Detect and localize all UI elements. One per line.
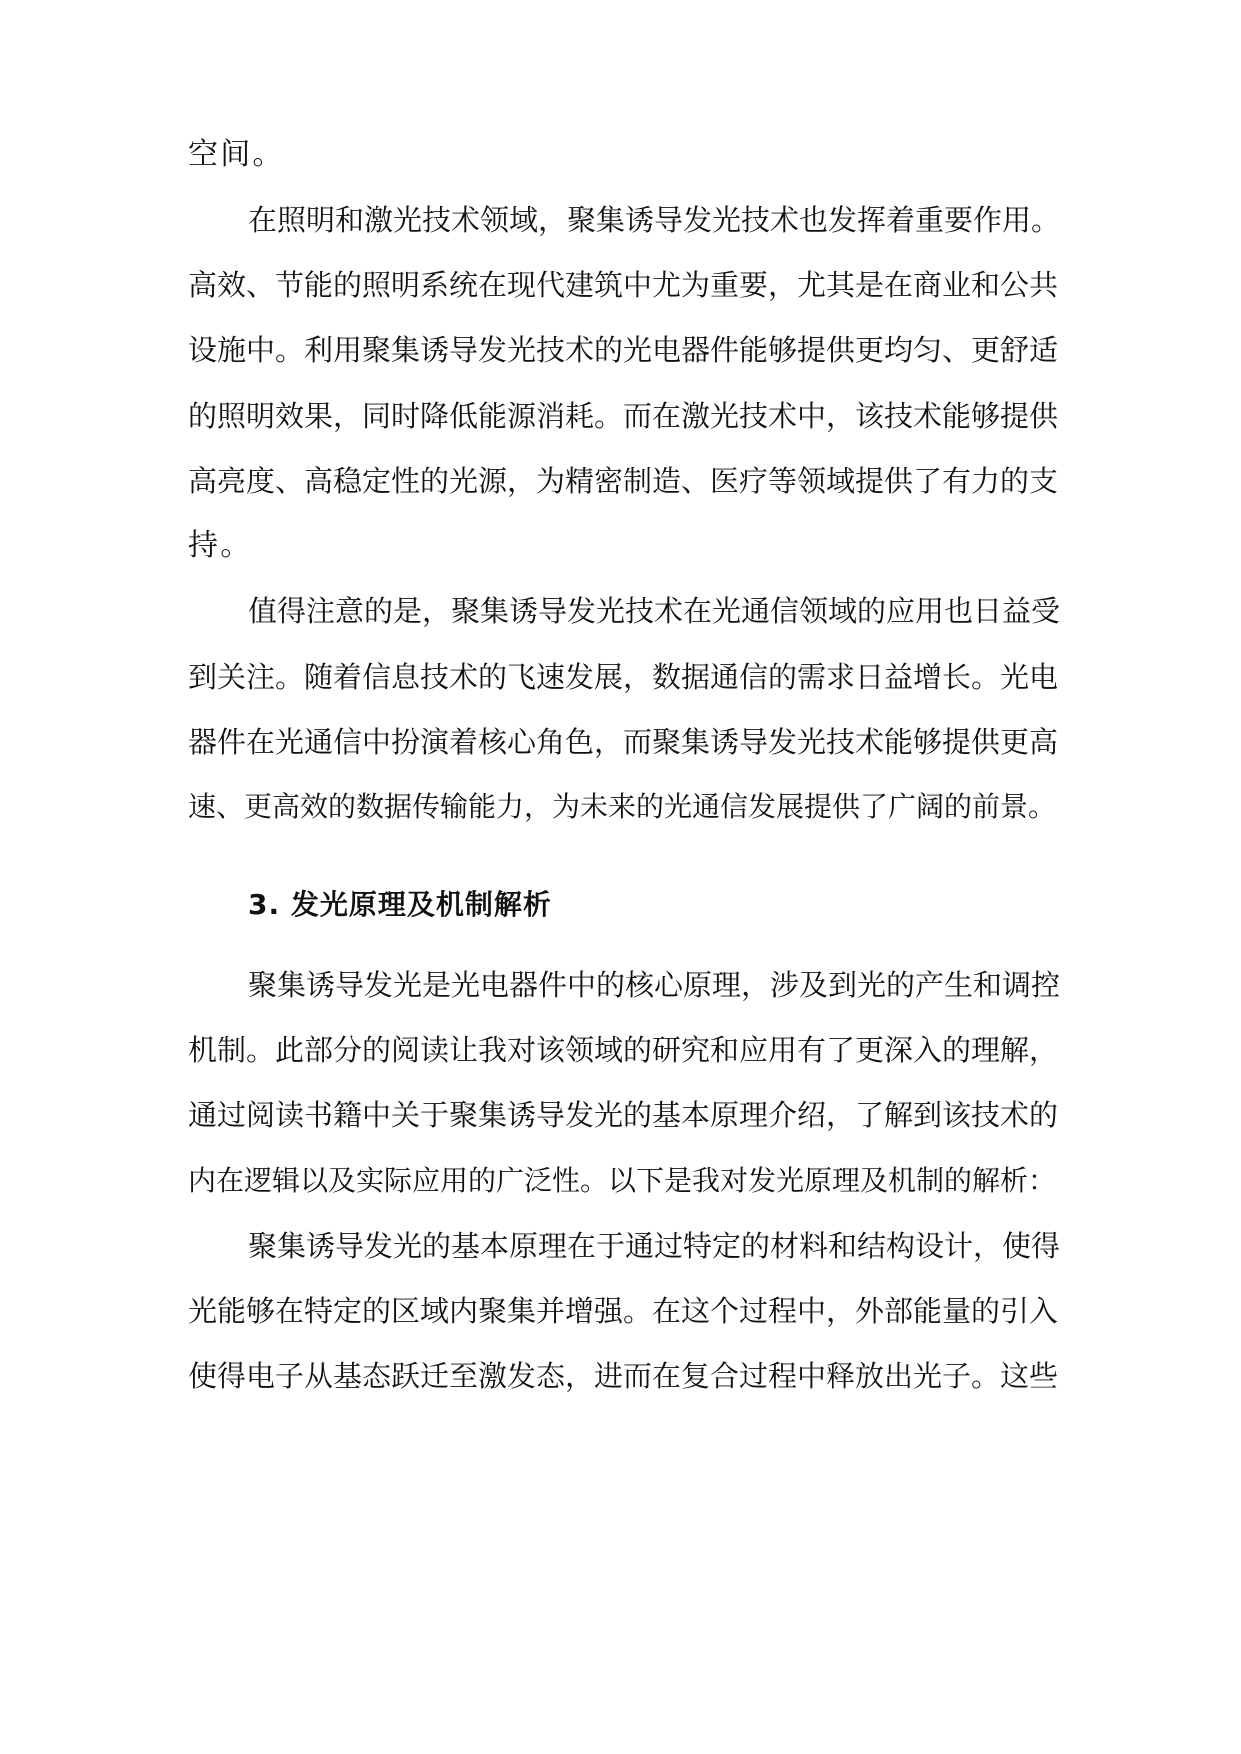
paragraph-line: 通过阅读书籍中关于聚集诱导发光的基本原理介绍，了解到该技术的 <box>188 1098 1059 1132</box>
paragraph-line: 高效、节能的照明系统在现代建筑中尤为重要，尤其是在商业和公共 <box>188 268 1059 302</box>
paragraph-line: 聚集诱导发光的基本原理在于通过特定的材料和结构设计，使得 <box>248 1229 1061 1263</box>
paragraph-line: 使得电子从基态跃迁至激发态，进而在复合过程中释放出光子。这些 <box>188 1359 1059 1393</box>
section-heading: 3. 发光原理及机制解析 <box>248 888 552 921</box>
paragraph-line: 速、更高效的数据传输能力，为未来的光通信发展提供了广阔的前景。 <box>188 790 1057 823</box>
paragraph-line: 光能够在特定的区域内聚集并增强。在这个过程中，外部能量的引入 <box>188 1294 1059 1328</box>
paragraph-line: 值得注意的是，聚集诱导发光技术在光通信领域的应用也日益受 <box>248 594 1061 628</box>
paragraph-line: 在照明和激光技术领域，聚集诱导发光技术也发挥着重要作用。 <box>248 203 1061 237</box>
paragraph-line: 器件在光通信中扮演着核心角色，而聚集诱导发光技术能够提供更高 <box>188 725 1059 759</box>
paragraph-line: 聚集诱导发光是光电器件中的核心原理，涉及到光的产生和调控 <box>248 968 1061 1002</box>
paragraph-line: 内在逻辑以及实际应用的广泛性。以下是我对发光原理及机制的解析： <box>188 1164 1057 1197</box>
paragraph-line: 高亮度、高稳定性的光源，为精密制造、医疗等领域提供了有力的支 <box>188 464 1059 498</box>
paragraph-line: 持。 <box>188 528 253 563</box>
paragraph-line: 空间。 <box>188 137 285 172</box>
paragraph-line: 机制。此部分的阅读让我对该领域的研究和应用有了更深入的理解， <box>188 1033 1059 1067</box>
paragraph-line: 设施中。利用聚集诱导发光技术的光电器件能够提供更均匀、更舒适 <box>188 333 1059 367</box>
paragraph-line: 到关注。随着信息技术的飞速发展，数据通信的需求日益增长。光电 <box>188 660 1059 694</box>
paragraph-line: 的照明效果，同时降低能源消耗。而在激光技术中，该技术能够提供 <box>188 399 1059 433</box>
